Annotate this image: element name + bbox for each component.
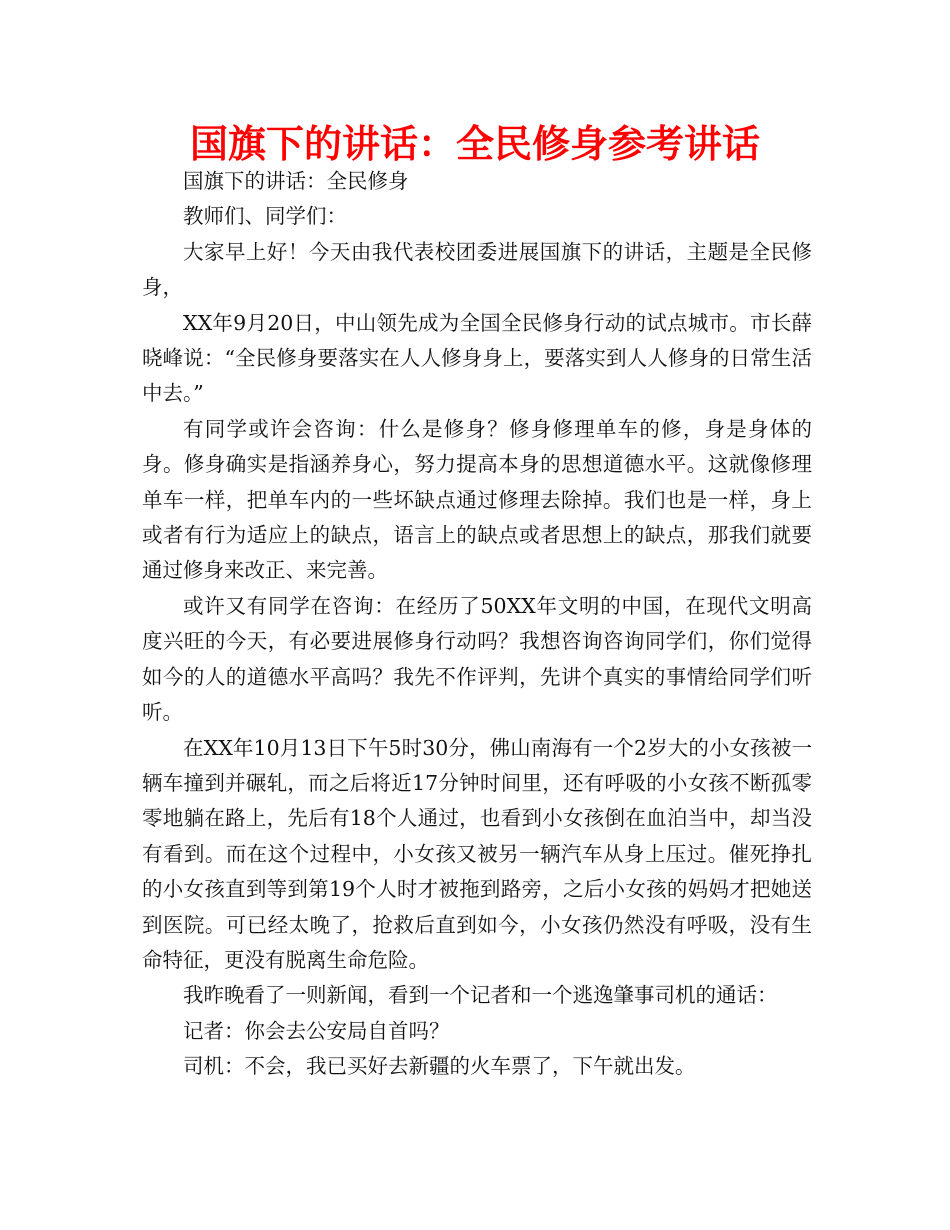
paragraph-driver: 司机：不会，我已买好去新疆的火车票了，下午就出发。 [183, 1054, 696, 1079]
paragraph-story: 在XX年10月13日下午5时30分，佛山南海有一个2岁大的小女孩被一辆车撞到并碾轧，而之后将近17分钟时间里，还有呼吸的小女孩不断孤零零地躺在路上，先后有18个人通过，也看到小女孩倒在血泊当中，却当没有看到。而在这个过程中，小女孩又被另一辆汽车从身上压过。催死挣扎的小女孩直到等到第19个人时才被拖到路旁，之后小女孩的妈妈才把她送到医院。可已经太晚了，抢救后直到如今，小女孩仍然没有呼吸，没有生命特征，更没有脱离生命危险。 [142, 735, 812, 972]
paragraph-subtitle: 国旗下的讲话：全民修身 [183, 169, 409, 193]
document-body [142, 164, 812, 1085]
document-title: 国旗下的讲话：全民修身参考讲话 [189, 122, 760, 166]
paragraph-salutation: 教师们、同学们： [183, 204, 347, 229]
paragraph-reporter: 记者：你会去公安局自首吗？ [183, 1018, 450, 1043]
paragraph-news: 我昨晚看了一则新闻，看到一个记者和一个逃逸肇事司机的通话： [183, 983, 778, 1008]
paragraph-pilot-city: XX年9月20日，中山领先成为全国全民修身行动的试点城市。市长薛晓峰说：“全民修身要落实在人人修身身上，要落实到人人修身的日常生活中去。” [142, 310, 812, 406]
paragraph-what-is-xiushen: 有同学或许会咨询：什么是修身？修身修理单车的修，身是身体的身。修身确实是指涵养身心，努力提高本身的思想道德水平。这就像修理单车一样，把单车内的一些坏缺点通过修理去除掉。我们也是一样，身上或者有行为适应上的缺点，语言上的缺点或者思想上的缺点，那我们就要通过修身来改正、来完善。 [142, 416, 812, 583]
paragraph-greeting: 大家早上好！今天由我代表校团委进展国旗下的讲话，主题是全民修身， [142, 239, 812, 300]
paragraph-necessity: 或许又有同学在咨询：在经历了50XX年文明的中国，在现代文明高度兴旺的今天，有必要进展修身行动吗？我想咨询咨询同学们，你们觉得如今的人的道德水平高吗？我先不作评判，先讲个真实的事情给同学们听听。 [142, 593, 812, 725]
